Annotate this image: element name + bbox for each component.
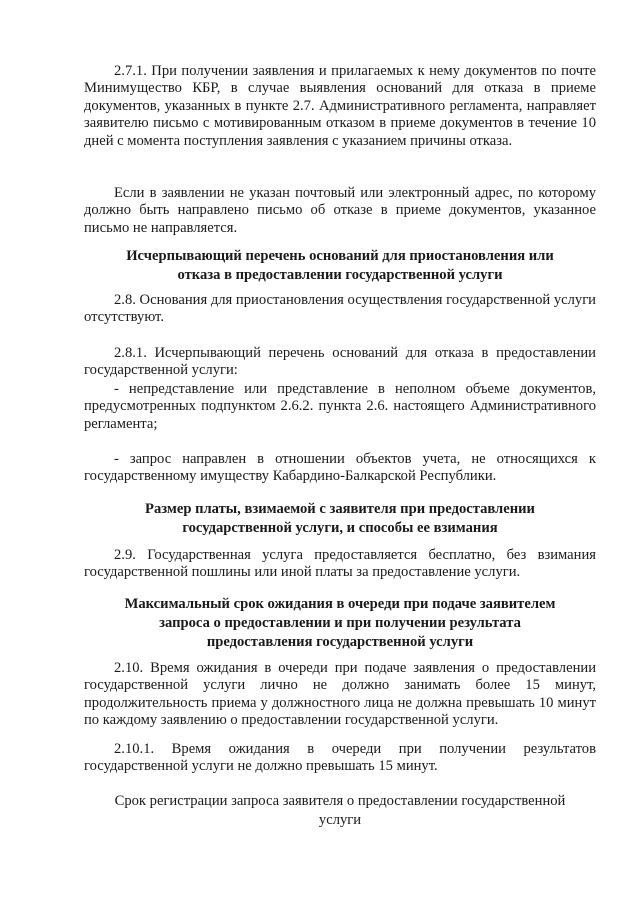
heading-line: услуги [318,812,362,828]
paragraph-2-10-1: 2.10.1. Время ожидания в очереди при получении результатов государственной услуги не должно превышать 15 минут. [84,741,596,775]
heading-line: Исчерпывающий перечень оснований для приостановления или [126,248,554,264]
list-item-object-not-state-property: - запрос направлен в отношении объектов учета, не относящихся к государственному имуществу Кабардино-Балкарской Республики. [84,451,596,485]
heading-line: предоставления государственной услуги [206,634,474,650]
heading-line: Максимальный срок ожидания в очереди при подаче заявителем [124,596,556,612]
heading-queue-time [84,595,596,652]
heading-line: Срок регистрации запроса заявителя о предоставлении государственной [114,793,566,809]
heading-line: государственной услуги, и способы ее взимания [182,520,498,536]
paragraph-2-7-1: 2.7.1. При получении заявления и прилагаемых к нему документов по почте Минимущество КБР, в случае выявления оснований для отказа в приеме документов, указанных в пункте 2.7. Административного регламента, направляет заявителю письмо с мотивированным отказом в приеме документов в течение 10 дней с момента поступления заявления с указанием причины отказа. [84,63,596,149]
paragraph-2-8-1: 2.8.1. Исчерпывающий перечень оснований для отказа в предоставлении государственной услуги: [84,345,596,379]
heading-line: запроса о предоставлении и при получении результата [159,615,521,631]
heading-fee [84,500,596,538]
heading-registration-time [84,792,596,830]
list-item-incomplete-documents: - непредставление или представление в неполном объеме документов, предусмотренных подпунктом 2.6.2. пункта 2.6. настоящего Административного регламента; [84,381,596,432]
heading-grounds-for-refusal [84,247,596,285]
paragraph-2-8: 2.8. Основания для приостановления осуществления государственной услуги отсутствуют. [84,292,596,326]
heading-line: отказа в предоставлении государственной услуги [177,267,503,283]
paragraph-2-9: 2.9. Государственная услуга предоставляется бесплатно, без взимания государственной пошлины или иной платы за предоставление услуги. [84,547,596,581]
heading-line: Размер платы, взимаемой с заявителя при предоставлении [145,501,535,517]
paragraph-2-10: 2.10. Время ожидания в очереди при подаче заявления о предоставлении государственной услуги лично не должно занимать более 15 минут, продолжительность приема у должностного лица не должна превышать 10 минут по каждому заявлению о предоставлении государственной услуги. [84,660,596,729]
paragraph-no-address: Если в заявлении не указан почтовый или электронный адрес, по которому должно быть направлено письмо об отказе в приеме документов, указанное письмо не направляется. [84,185,596,236]
